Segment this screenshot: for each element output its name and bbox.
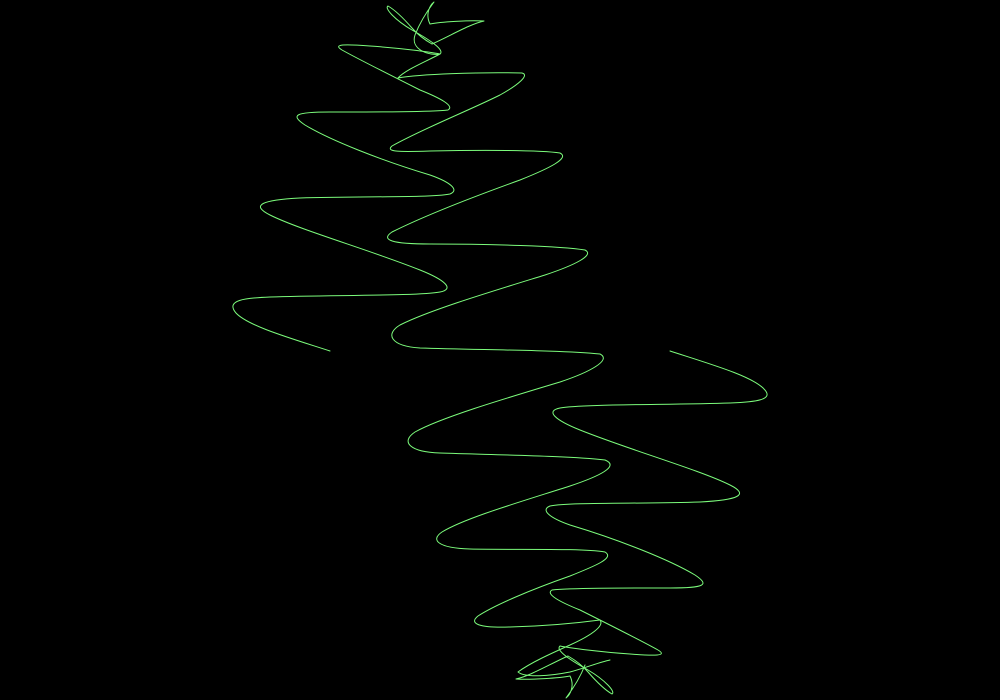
zigzag-curve-left — [233, 6, 454, 351]
zigzag-curve-right — [516, 351, 767, 698]
zigzag-curve-middle — [388, 2, 611, 676]
